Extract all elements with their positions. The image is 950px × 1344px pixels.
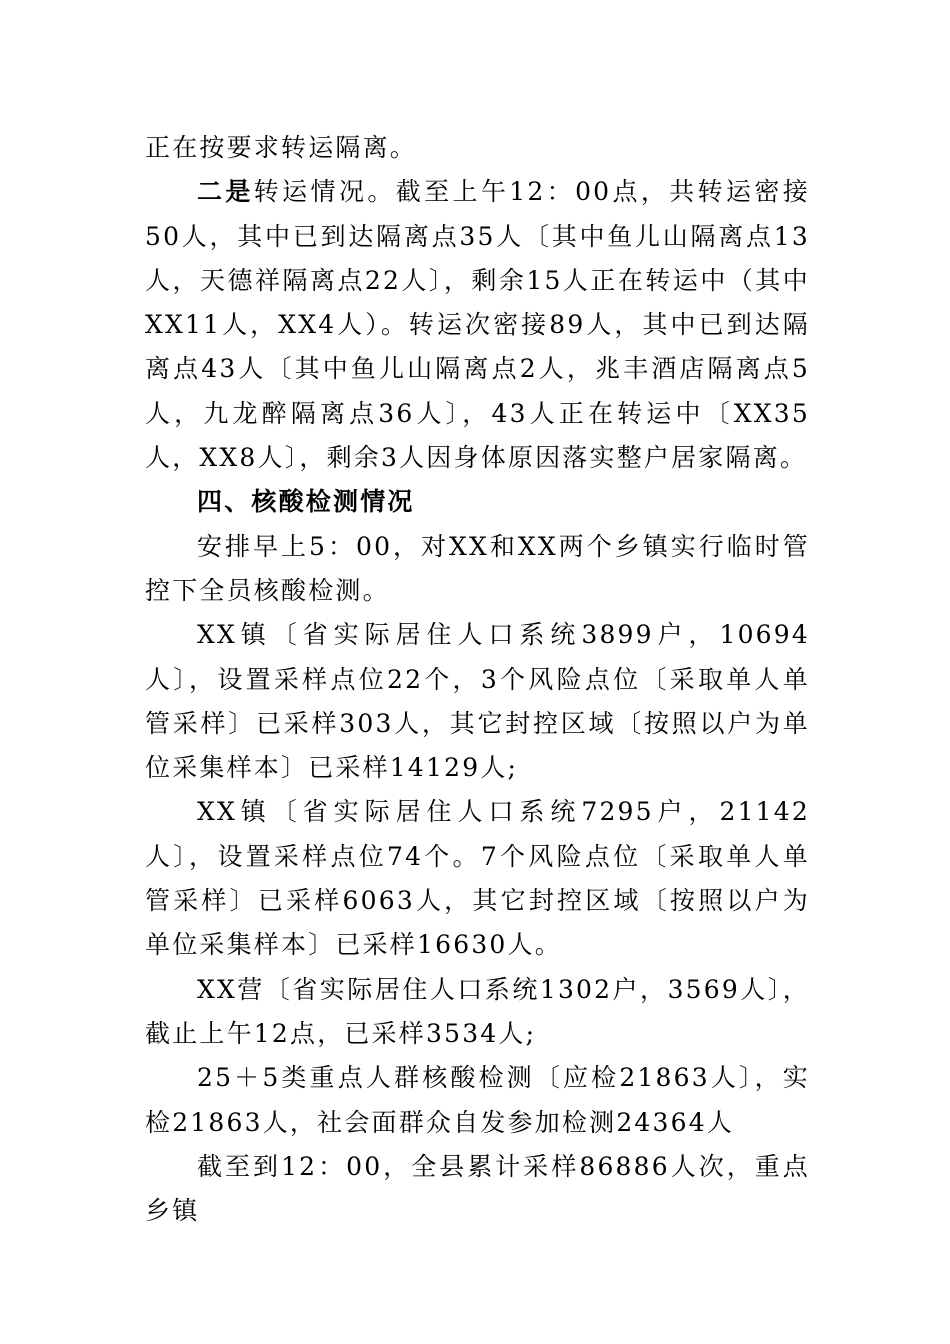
paragraph-transfer-status bbox=[145, 170, 810, 480]
paragraph-transfer-status-text: 转运情况。截至上午12：00点，共转运密接50人，其中已到达隔离点35人〔其中鱼儿山隔离点13人，天德祥隔离点22人〕，剩余15人正在转运中（其中XX11人，XX4人）。转运次密接89人，其中已到达隔离点43人〔其中鱼儿山隔离点2人，兆丰酒店隔离点5人，九龙醉隔离点36人〕，43人正在转运中〔XX35人，XX8人〕，剩余3人因身体原因落实整户居家隔离。 bbox=[145, 177, 810, 473]
paragraph-testing-arrangement: 安排早上5：00，对XX和XX两个乡镇实行临时管控下全员核酸检测。 bbox=[145, 531, 810, 605]
paragraph-lead-label: 二是 bbox=[197, 177, 254, 207]
section-heading-nucleic-acid-testing: 四、核酸检测情况 bbox=[197, 487, 415, 517]
paragraph-town-one-testing: XX镇〔省实际居住人口系统3899户，10694人〕，设置采样点位22个，3个风险点位〔采取单人单管采样〕已采样303人，其它封控区域〔按照以户为单位采集样本〕已采样14129人; bbox=[145, 620, 810, 783]
paragraph-county-total: 截至到12：00，全县累计采样86886人次，重点乡镇 bbox=[145, 1151, 810, 1226]
paragraph-transfer-isolation-continued: 正在按要求转运隔离。 bbox=[145, 133, 418, 162]
document-page bbox=[145, 126, 810, 1233]
paragraph-ying-testing: XX营〔省实际居住人口系统1302户，3569人〕，截止上午12点，已采样3534人; bbox=[145, 974, 810, 1048]
paragraph-key-groups-testing: 25＋5类重点人群核酸检测〔应检21863人〕，实检21863人，社会面群众自发参加检测24364人 bbox=[145, 1063, 810, 1137]
paragraph-town-two-testing: XX镇〔省实际居住人口系统7295户，21142人〕，设置采样点位74个。7个风险点位〔采取单人单管采样〕已采样6063人，其它封控区域〔按照以户为单位采集样本〕已采样16630人。 bbox=[145, 797, 810, 960]
